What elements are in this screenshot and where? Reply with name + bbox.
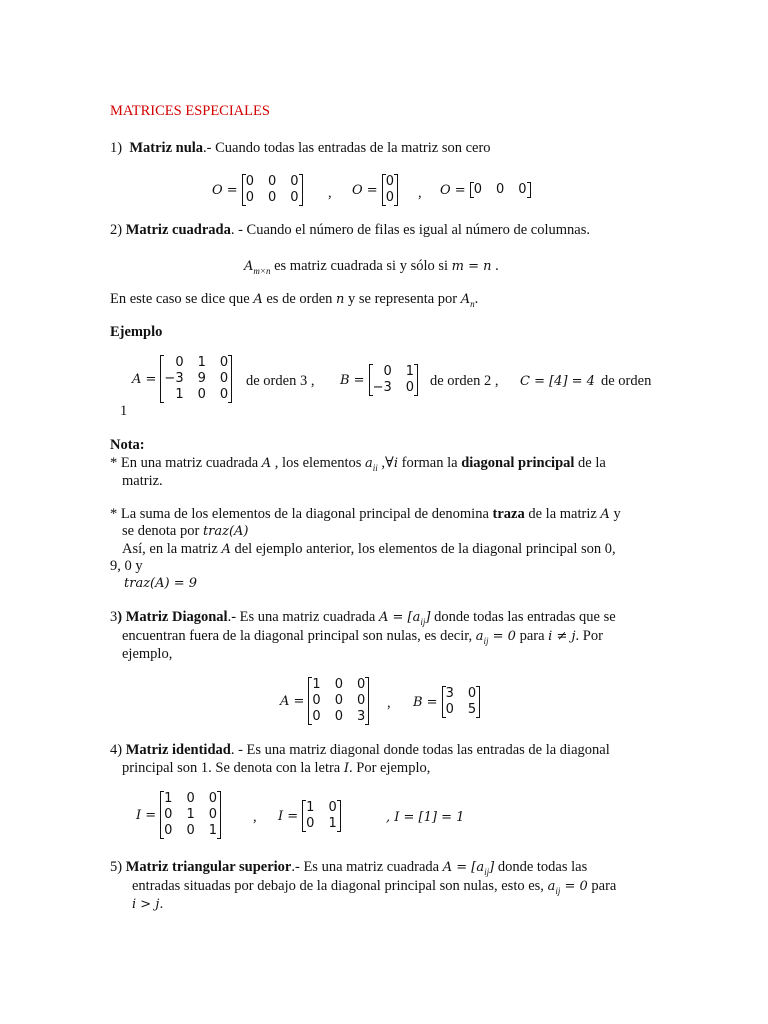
matrix-entry: 0 (245, 174, 254, 189)
matrix-entry: 0 (208, 807, 218, 822)
example-matrix-B: B = 0 1 −3 0 (340, 364, 418, 396)
matrix-entry: 1 (197, 355, 206, 370)
matrix-entry: 1 (175, 387, 184, 402)
matrix-entry: 1 (208, 823, 218, 838)
matrix-entry: 0 (518, 182, 527, 197)
matrix-entry: 1 (405, 364, 415, 379)
matrix-entry: 0 (164, 807, 173, 822)
matrix-entry: 0 (312, 693, 321, 708)
matrix-entry: 1 (328, 816, 337, 831)
section-3-line-2: encuentran fuera de la diagonal principal son nulas, es decir, $a_{ij} = 0$ para i ≠ j. Por (122, 628, 603, 646)
matrix-entry: 3 (445, 686, 454, 701)
matrix-entry: 0 (245, 190, 254, 205)
separator-comma: , (253, 809, 257, 825)
matrix (308, 677, 369, 725)
matrix-entry: 0 (208, 791, 218, 806)
matrix-entry: 0 (467, 686, 477, 701)
matrix-entry: 3 (356, 709, 366, 724)
order-text-B: de orden 2 , (430, 373, 499, 389)
matrix-entry: 0 (186, 823, 195, 838)
matrix-entry: 0 (385, 190, 394, 205)
matrix (442, 686, 481, 718)
matrix-entry: 1 (186, 807, 195, 822)
matrix-entry: 0 (473, 182, 482, 197)
matrix-entry: 0 (219, 387, 229, 402)
identity-1x1: , I = [1] = 1 (386, 810, 465, 825)
term-matriz-identidad: Matriz identidad (125, 742, 231, 758)
section-5-line-2: entradas situadas por debajo de la diagonal principal son nulas, esto es, $a_{ij} = 0$ para (132, 878, 617, 896)
matrix-entry: 5 (467, 702, 477, 717)
section-4-heading: 4) Matriz identidad. - Es una matriz diagonal donde todas las entradas de la diagonal (110, 742, 610, 758)
matrix-entry: 0 (267, 190, 277, 205)
section-4-line-2: principal son 1. Se denota con la letra I. Por ejemplo, (122, 760, 431, 776)
matrix-entry: 0 (385, 174, 394, 189)
matrix (470, 182, 531, 198)
matrix-entry: 0 (312, 709, 321, 724)
wrapped-text: 1 (120, 403, 128, 419)
matrix-entry: 1 (306, 800, 315, 815)
matrix-entry: 0 (197, 387, 206, 402)
note-heading: Nota: (110, 437, 145, 453)
term-matriz-nula: Matriz nula (129, 140, 204, 156)
note-1-line-2: matriz. (122, 473, 163, 489)
note-2-line-4: 9, 0 y (110, 558, 143, 574)
section-number: 1) (110, 140, 123, 156)
matrix-entry: 0 (495, 182, 505, 197)
matrix (369, 364, 418, 396)
zero-matrix-example-2: O = 0 0 (352, 174, 398, 206)
matrix (382, 174, 398, 206)
example-matrix-A: A = 0 1 0 −3 9 0 1 0 0 (132, 355, 232, 403)
section-3-heading: 3) Matriz Diagonal.- Es una matriz cuadrada $A = [a_{ij}]$ donde todas las entradas que se (110, 609, 616, 627)
section-5-line-3: i > j. (132, 897, 164, 912)
note-2-line-2: se denota por traz(A) (122, 523, 249, 539)
order-description: En este caso se dice que A es de orden n y se representa por $A_n$. (110, 291, 479, 309)
separator-comma: , (418, 185, 422, 201)
zero-matrix-example-1: O = 0 0 0 0 0 0 (212, 174, 303, 206)
separator-comma: , (387, 695, 391, 711)
matrix-entry: 0 (175, 355, 184, 370)
example-heading: Ejemplo (110, 324, 163, 340)
page-title: MATRICES ESPECIALES (110, 103, 270, 119)
section-5-heading: 5) Matriz triangular superior.- Es una matriz cuadrada $A = [a_{ij}]$ donde todas las (110, 859, 588, 877)
matrix-entry: 9 (197, 371, 206, 386)
matrix-entry: 0 (186, 791, 195, 806)
matrix (242, 174, 303, 206)
term-matriz-diagonal: ) Matriz Diagonal (117, 609, 228, 625)
term-matriz-triangular-superior: Matriz triangular superior (125, 859, 292, 875)
matrix-entry: 0 (290, 190, 299, 205)
section-1-heading (110, 139, 491, 157)
matrix-entry: 0 (267, 174, 277, 189)
example-C: C = [4] = 4 (520, 374, 595, 389)
matrix-entry: 0 (219, 355, 229, 370)
matrix-entry: 0 (334, 693, 343, 708)
square-matrix-definition: $A_{m\times n}$ es matriz cuadrada si y sólo si m = n . (244, 258, 499, 276)
note-1: * En una matriz cuadrada A , los elementos $a_{ii}$ ,∀i forman la diagonal principal de la (110, 455, 606, 473)
zero-matrix-example-3: O = 0 0 0 (440, 182, 531, 198)
separator-comma: , (328, 185, 332, 201)
matrix-entry: 0 (306, 816, 315, 831)
identity-matrix-3x3: I = 1 0 0 0 1 0 0 0 1 (136, 791, 221, 839)
matrix (160, 355, 232, 403)
matrix-entry: −3 (164, 371, 184, 386)
order-text-C: de orden (601, 373, 652, 389)
matrix-entry: 0 (328, 800, 337, 815)
matrix (302, 800, 341, 832)
matrix-entry: 1 (312, 677, 321, 692)
matrix-entry: 1 (164, 791, 173, 806)
matrix-entry: 0 (334, 709, 343, 724)
diagonal-matrix-B: B = 3 0 0 5 (413, 686, 480, 718)
section-3-line-3: ejemplo, (122, 646, 173, 662)
matrix (160, 791, 221, 839)
trace-value: traz(A) = 9 (124, 576, 197, 591)
matrix-entry: 0 (383, 364, 392, 379)
matrix-entry: 0 (164, 823, 173, 838)
order-text-A: de orden 3 , (246, 373, 315, 389)
matrix-entry: −3 (372, 380, 392, 395)
matrix-entry: 0 (356, 677, 366, 692)
matrix-entry: 0 (445, 702, 454, 717)
matrix-entry: 0 (219, 371, 229, 386)
term-matriz-cuadrada: Matriz cuadrada (125, 222, 231, 238)
note-2-line-3: Así, en la matriz A del ejemplo anterior, los elementos de la diagonal principal son 0, (122, 541, 616, 557)
identity-matrix-2x2: I = 1 0 0 1 (278, 800, 341, 832)
section-2-heading: 2) Matriz cuadrada. - Cuando el número de filas es igual al número de columnas. (110, 222, 591, 238)
diagonal-matrix-A: A = 1 0 0 0 0 0 0 0 3 (280, 677, 369, 725)
matrix-entry: 0 (405, 380, 415, 395)
matrix-entry: 0 (356, 693, 366, 708)
matrix-entry: 0 (334, 677, 343, 692)
section-1-text: .- Cuando todas las entradas de la matriz son cero (203, 140, 491, 156)
matrix-entry: 0 (290, 174, 299, 189)
note-2: * La suma de los elementos de la diagonal principal de denomina traza de la matriz A y (110, 506, 621, 522)
